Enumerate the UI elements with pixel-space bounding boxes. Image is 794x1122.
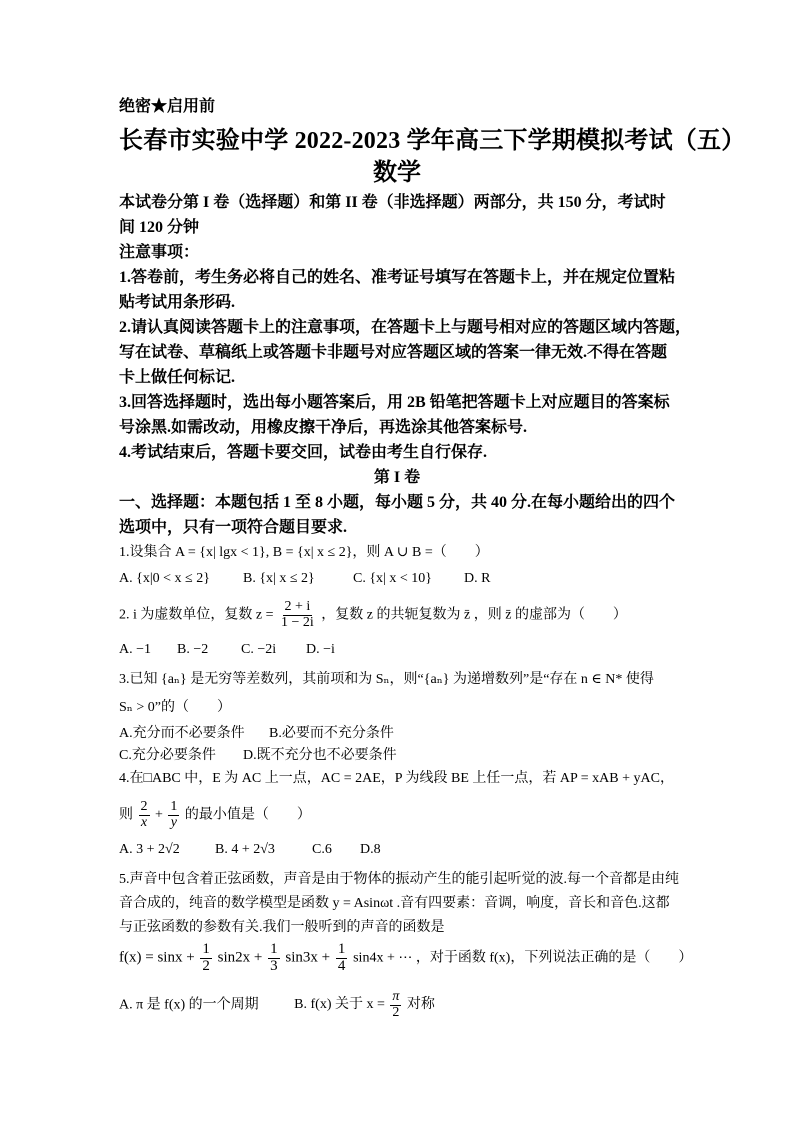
q4-post: 的最小值是（ ）: [184, 807, 311, 823]
q5-line-2: 音合成的，纯音的数学模型是函数 y = Asinωt .音有四要素：音调，响度，音长和音色.这都: [119, 896, 670, 911]
q5-formula-term-3: sin4x + ⋯ ，对于函数 f(x)，下列说法正确的是（ ）: [353, 950, 693, 966]
q4-fraction-1: [139, 800, 150, 830]
q2-stem-post: ，复数 z 的共轭复数为 z̄ ，则 z̄ 的虚部为（ ）: [321, 607, 627, 623]
q2-stem-pre: 2. i 为虚数单位，复数 z =: [119, 607, 274, 623]
q2-stem: [119, 600, 627, 630]
q5-frac-third-den: 3: [270, 957, 278, 974]
q5-option-b-frac: [390, 990, 401, 1020]
q3-line-1: 3.已知 {aₙ} 是无穷等差数列，其前项和为 Sₙ，则“{aₙ} 为递增数列”是“存在 n ∈ N* 使得: [119, 672, 654, 687]
notice-2-line-2: 写在试卷、草稿纸上或答题卡非题号对应答题区域的答案一律无效.不得在答题: [119, 344, 668, 361]
q2-option-a: A. −1: [119, 642, 152, 657]
q1-option-c: C. {x| x < 10}: [353, 571, 432, 586]
exam-title: 长春市实验中学 2022-2023 学年高三下学期模拟考试（五）: [119, 128, 746, 154]
q5-options: [119, 990, 435, 1020]
q5-frac-half: [200, 942, 212, 975]
q4-fraction-2-den: y: [170, 814, 178, 830]
q2-fraction-num: 2 + i: [284, 599, 311, 614]
q2-option-c: C. −2i: [241, 642, 277, 657]
q5-option-b: [294, 989, 435, 1020]
q2-fraction: [279, 600, 316, 630]
q2-option-d: D. −i: [306, 642, 335, 657]
intro-line-1: 本试卷分第 I 卷（选择题）和第 II 卷（非选择题）两部分，共 150 分，考试时: [119, 194, 666, 211]
q3-option-b: B.必要而不充分条件: [269, 726, 394, 741]
q4-fraction-2: [168, 800, 179, 830]
q1-option-a: A. {x|0 < x ≤ 2}: [119, 571, 210, 586]
q4-option-a: A. 3 + 2√2: [119, 842, 180, 857]
secret-label: 绝密★启用前: [119, 98, 216, 115]
q4-fraction-1-num: 2: [140, 799, 148, 814]
intro-line-2: 间 120 分钟: [119, 219, 200, 236]
q5-line-1: 5.声音中包含着正弦函数，声音是由于物体的振动产生的能引起听觉的波.每一个音都是由纯: [119, 872, 679, 887]
q5-option-b-post: 对称: [406, 997, 435, 1013]
q5-formula-term-2: sin3x +: [285, 949, 331, 966]
q5-frac-half-den: 2: [202, 957, 210, 974]
q5-option-b-frac-den: 2: [392, 1004, 400, 1020]
section1-line-2: 选项中，只有一项符合题目要求.: [119, 519, 348, 536]
q5-frac-quarter: [336, 942, 348, 975]
q4-line-1: 4.在□ABC 中，E 为 AC 上一点，AC = 2AE，P 为线段 BE 上任一点，若 AP = xAB + yAC，: [119, 771, 674, 786]
q4-fraction-2-num: 1: [170, 799, 178, 814]
notice-2-line-1: 2.请认真阅读答题卡上的注意事项，在答题卡上与题号相对应的答题区域内答题，: [119, 319, 692, 336]
section1-line-1: 一、选择题：本题包括 1 至 8 小题，每小题 5 分，共 40 分.在每小题给出的四个: [119, 494, 676, 511]
q1-stem: 1.设集合 A = {x| lgx < 1}, B = {x| x ≤ 2}，则 A ∪ B =（ ）: [119, 545, 489, 560]
q5-line-3: 与正弦函数的参数有关.我们一般听到的声音的函数是: [119, 920, 445, 935]
q4-option-d: D.8: [360, 842, 381, 857]
q1-option-b: B. {x| x ≤ 2}: [243, 571, 315, 586]
q5-option-b-pre: B. f(x) 关于 x =: [294, 997, 385, 1013]
q3-option-c: C.充分必要条件: [119, 748, 216, 763]
q5-formula-pre: f(x) = sinx +: [119, 949, 195, 966]
notice-1-line-1: 1.答卷前，考生务必将自己的姓名、准考证号填写在答题卡上，并在规定位置粘: [119, 269, 676, 286]
q3-option-d: D.既不充分也不必要条件: [243, 748, 397, 763]
q3-option-a: A.充分而不必要条件: [119, 726, 245, 741]
q5-frac-third-num: 1: [270, 941, 278, 957]
q4-option-c: C.6: [312, 842, 332, 857]
q4-fraction-1-den: x: [140, 814, 148, 830]
q5-frac-half-num: 1: [202, 941, 210, 957]
q5-frac-third: [268, 942, 280, 975]
q5-frac-quarter-den: 4: [337, 957, 346, 974]
q4-line-2: [119, 800, 311, 830]
q4-option-b: B. 4 + 2√3: [215, 842, 275, 857]
q4-plus: +: [155, 807, 163, 823]
notice-3-line-2: 号涂黑.如需改动，用橡皮擦干净后，再选涂其他答案标号.: [119, 419, 528, 436]
q1-option-d: D. R: [464, 571, 491, 586]
q5-formula-term-1: sin2x +: [217, 949, 263, 966]
q2-option-b: B. −2: [177, 642, 209, 657]
q5-option-b-frac-num: π: [392, 989, 400, 1004]
q5-formula: [119, 942, 692, 975]
notice-2-line-3: 卡上做任何标记.: [119, 369, 236, 386]
notice-heading: 注意事项：: [119, 244, 200, 261]
part1-label: 第 I 卷: [373, 469, 421, 486]
q2-fraction-den: 1 − 2i: [281, 614, 314, 630]
q5-frac-quarter-num: 1: [337, 941, 346, 957]
notice-4-line-1: 4.考试结束后，答题卡要交回，试卷由考生自行保存.: [119, 444, 488, 461]
notice-1-line-2: 贴考试用条形码.: [119, 294, 236, 311]
q4-pre: 则: [119, 807, 133, 823]
subject-title: 数学: [373, 160, 421, 186]
q5-option-a: A. π 是 f(x) 的一个周期: [119, 997, 259, 1013]
notice-3-line-1: 3.回答选择题时，选出每小题答案后，用 2B 铅笔把答题卡上对应题目的答案标: [119, 394, 670, 411]
q3-line-2: Sₙ > 0”的（ ）: [119, 700, 231, 715]
